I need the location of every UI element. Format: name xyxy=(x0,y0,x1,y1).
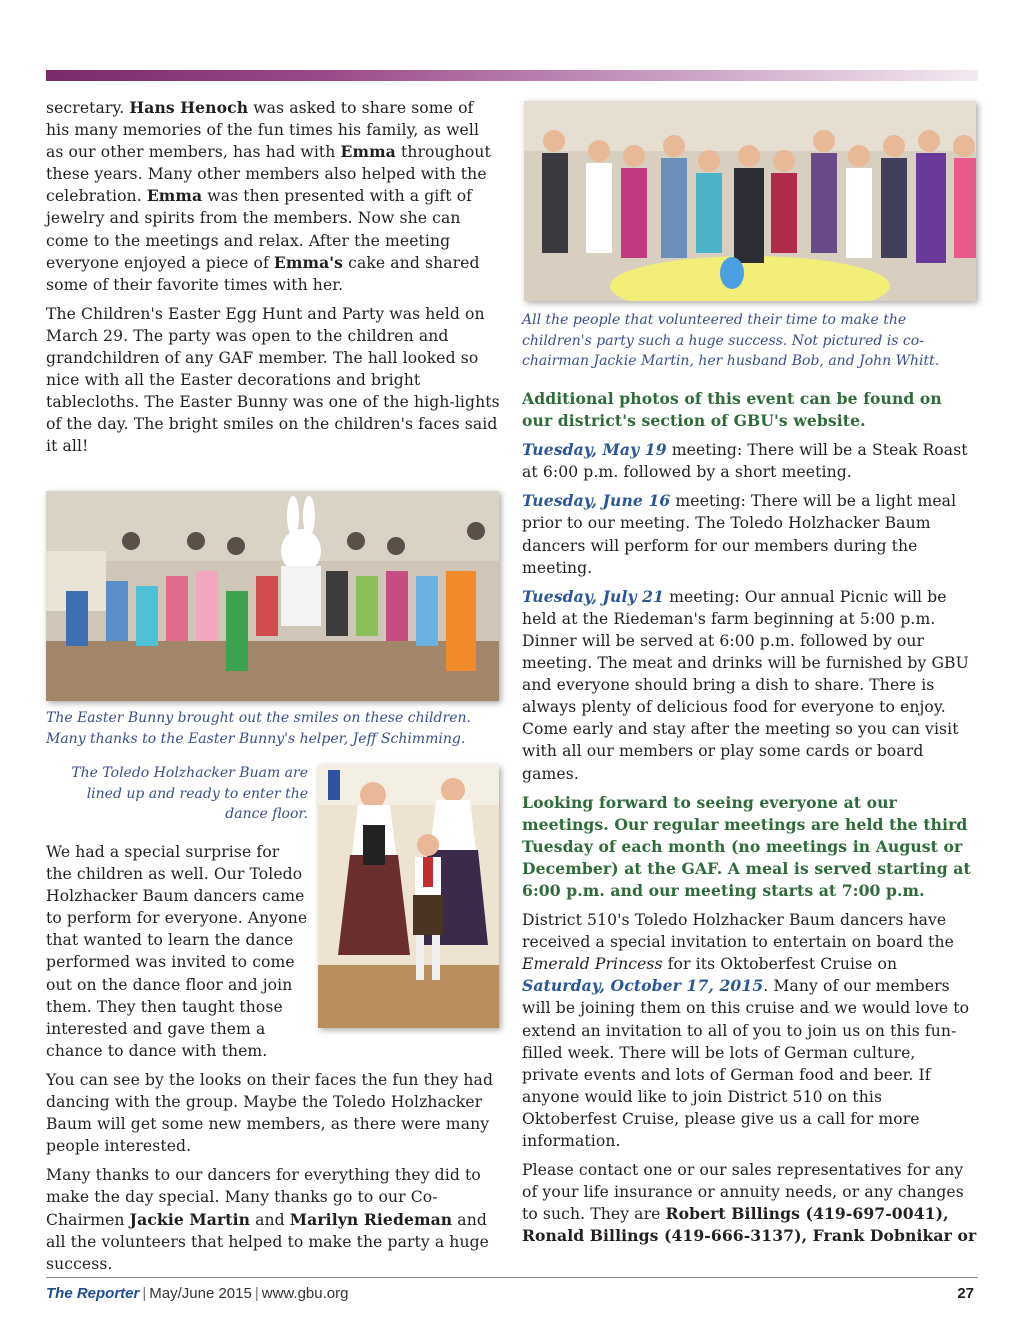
may-meeting: Tuesday, May 19 meeting: There will be a Steak Roast at 6:00 p.m. followed by a short meeting. xyxy=(522,440,968,482)
dancers-photo xyxy=(318,765,499,1028)
website-link[interactable]: www.gbu.org xyxy=(261,1285,349,1302)
contact-paragraph: Please contact one or our sales representatives for any of your life insurance or annuity needs, or any changes to such. They are Robert Billings (419-697-0041), Ronald Billings (419-666-3137), Frank Dobnikar or xyxy=(522,1161,977,1246)
page-number: 27 xyxy=(957,1285,974,1302)
footer xyxy=(46,1285,978,1302)
issue-date: May/June 2015 xyxy=(149,1285,252,1302)
header-bar xyxy=(46,70,978,81)
paragraph-emma: secretary. Hans Henoch was asked to share some of his many memories of the fun times his family, as well as our other members, has had with Emma throughout these years. Many other members also helped with the celebration. Emma was then presented with a gift of jewelry and spirits from the members. Now she can come to the meetings and relax. After the meeting everyone enjoyed a piece of Emma's cake and shared some of their favorite times with her. xyxy=(46,98,491,294)
left-column-bottom xyxy=(46,1069,501,1282)
july-meeting: Tuesday, July 21 meeting: Our annual Picnic will be held at the Riedeman's farm beginning at 5:00 p.m. Dinner will be served at 6:00 p.m. followed by our meeting. The meat and drinks will be furnished by GBU and everyone should bring a dish to share. There is always plenty of delicious food for everyone to enjoy. Come early and stay after the meeting so you can visit with all our members or play some cards or board games. xyxy=(522,586,969,783)
right-column xyxy=(522,388,977,1254)
left-column xyxy=(46,97,501,465)
footer-separator: | xyxy=(254,1285,259,1302)
cruise-paragraph: District 510's Toledo Holzhacker Baum dancers have received a special invitation to entertain on board the Emerald Princess for its Oktoberfest Cruise on Saturday, October 17, 2015. Many of our members will be joining them on this cruise and we would love to extend an invitation to all of you to join us on this fun-filled week. There will be lots of German culture, private events and lots of German food and beer. If anyone would like to join District 510 on this Oktoberfest Cruise, please give us a call for more information. xyxy=(522,911,970,1150)
paragraph-easter-party: The Children's Easter Egg Hunt and Party was held on March 29. The party was open to the children and grandchildren of any GAF member. The hall looked so nice with all the Easter decorations and bright tablecloths. The Easter Bunny was one of the high-lights of the day. The bright smiles on the children's faces said it all! xyxy=(46,304,500,456)
dancer-photo-caption: The Toledo Holzhacker Buam are lined up and ready to enter the dance floor. xyxy=(71,765,308,822)
meeting-schedule-note: Looking forward to seeing everyone at our meetings. Our regular meetings are held the third Tuesday of each month (no meetings in August or December) at the GAF. A meal is served starting at 6:00 p.m. and our meeting starts at 7:00 p.m. xyxy=(522,792,971,900)
june-meeting: Tuesday, June 16 meeting: There will be a light meal prior to our meeting. The Toledo Holzhacker Baum dancers will perform for our members during the meeting. xyxy=(522,491,957,577)
volunteers-photo xyxy=(524,101,976,301)
publication-name: The Reporter xyxy=(46,1285,140,1302)
paragraph-thanks: Many thanks to our dancers for everything they did to make the day special. Many thanks go to our Co-Chairmen Jackie Martin and Marilyn Riedeman and all the volunteers that helped to make the party a huge success. xyxy=(46,1166,490,1273)
volunteers-photo-caption: All the people that volunteered their time to make the children's party such a huge success. Not pictured is co-chairman Jackie Martin, her husband Bob, and John Whitt. xyxy=(522,312,940,369)
paragraph-surprise: We had a special surprise for the children as well. Our Toledo Holzhacker Baum dancers came to perform for everyone. Anyone that wanted to learn the dance performed was invited to come out on the dance floor and join them. They then taught those interested and gave them a chance to dance with them. xyxy=(46,843,308,1060)
easter-photo-caption: The Easter Bunny brought out the smiles on these children. Many thanks to the Easter Bunny's helper, Jeff Schimming. xyxy=(46,710,471,747)
left-column-wrap xyxy=(46,841,308,1062)
additional-photos-note: Additional photos of this event can be found on our district's section of GBU's website. xyxy=(522,389,942,431)
footer-rule xyxy=(46,1277,978,1278)
paragraph-dancing-fun: You can see by the looks on their faces the fun they had dancing with the group. Maybe the Toledo Holzhacker Baum will get some new members, as there were many people interested. xyxy=(46,1071,494,1156)
footer-separator: | xyxy=(142,1285,147,1302)
easter-bunny-photo xyxy=(46,491,499,701)
